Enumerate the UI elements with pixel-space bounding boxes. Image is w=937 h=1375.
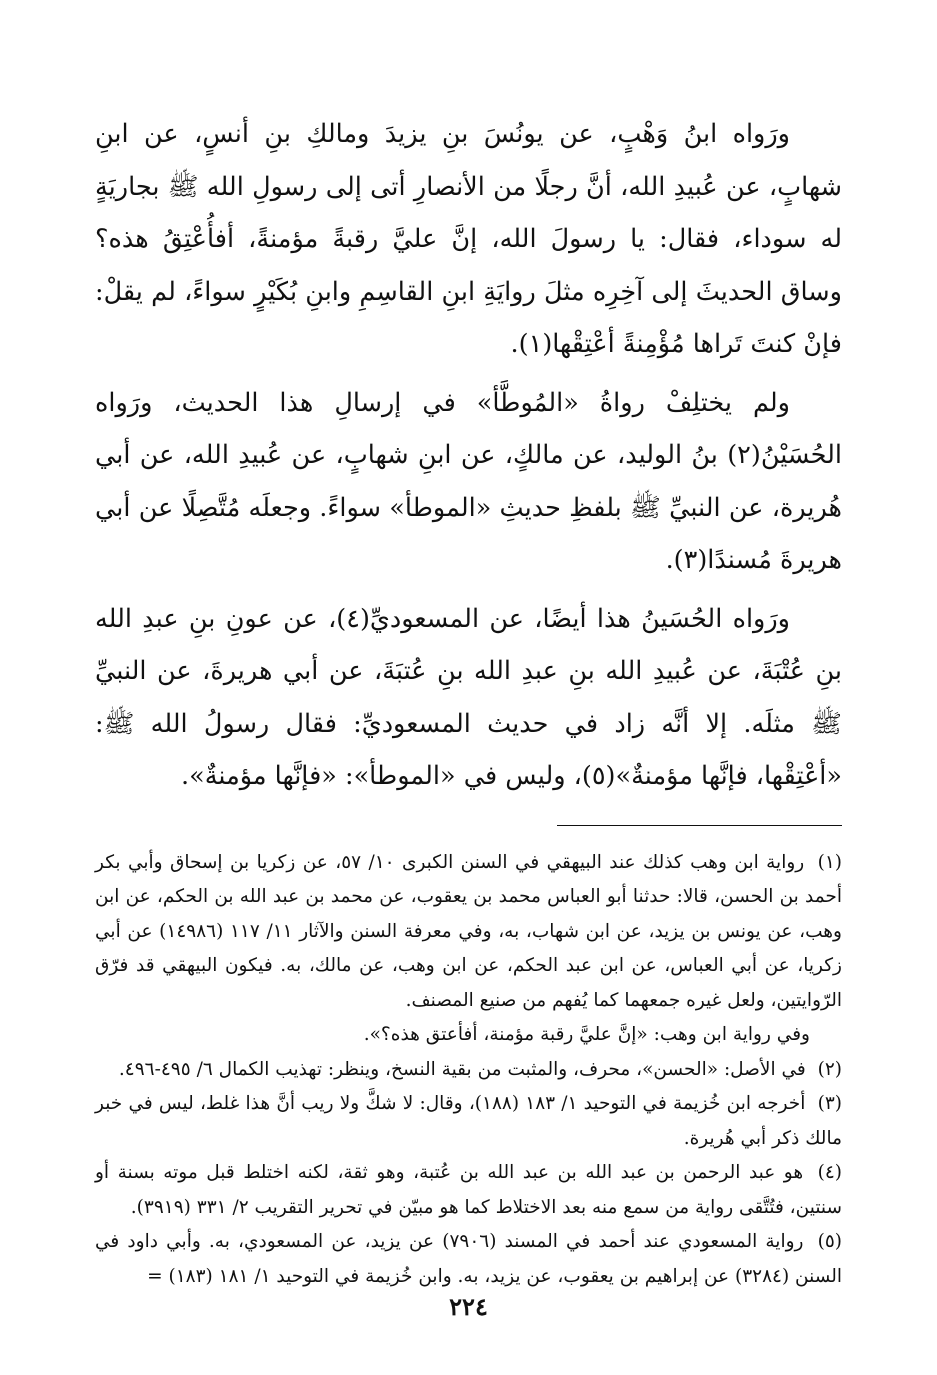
main-paragraph-2: ولم يختلِفْ رواةُ «المُوطَّأ» في إرسالِ هذا الحديث، ورَواه الحُسَيْنُ(٢) بنُ الوليد، عن مالكٍ، عن ابنِ شهابٍ، عن عُبيدِ الله، عن أبي هُريرة، عن النبيِّ ﷺ بلفظِ حديثِ «الموطأ» سواءً. وجعلَه مُتَّصِلًا عن أبي هريرةَ مُسندًا(٣). bbox=[95, 387, 842, 575]
main-text bbox=[95, 108, 842, 803]
footnote-text: هو عبد الرحمن بن عبد الله بن عبد الله بن عُتبة، وهو ثقة، لكنه اختلط قبل موته بسنة أو سنتين، فتُتَّقى رواية من سمع منه بعد الاختلاط كما هو مبيّن في تحرير التقريب ٢/ ٣٣١ (٣٩١٩). bbox=[95, 1162, 842, 1218]
footnote-1 bbox=[95, 846, 842, 1019]
footnote-3 bbox=[95, 1087, 842, 1156]
footnote-separator bbox=[557, 825, 842, 826]
footnote-5 bbox=[95, 1225, 842, 1294]
footnote-1-extra: وفي رواية ابن وهب: «إنَّ عليَّ رقبة مؤمنة، أفأعتق هذه؟». bbox=[363, 1024, 810, 1045]
footnote-text: في الأصل: «الحسن»، محرف، والمثبت من بقية النسخ، وينظر: تهذيب الكمال ٦/ ٤٩٥-٤٩٦. bbox=[118, 1058, 806, 1080]
main-paragraph-1: ورَواه ابنُ وَهْبٍ، عن يونُسَ بنِ يزيدَ ومالكِ بنِ أنسٍ، عن ابنِ شهابٍ، عن عُبيدِ الله، أنَّ رجلًا من الأنصارِ أتى إلى رسولِ الله ﷺ بجاريَةٍ له سوداء، فقال: يا رسولَ الله، إنَّ عليَّ رقبةً مؤمنةً، أفأُعْتِقُ هذه؟ وساق الحديثَ إلى آخِرِه مثلَ روايَةِ ابنِ القاسِمِ وابنِ بُكَيْرٍ سواءً، لم يقلْ: فإنْ كنتَ تَراها مُؤْمِنةً أعْتِقْها(١). bbox=[95, 119, 842, 359]
page-number: ٢٢٤ bbox=[449, 1292, 488, 1321]
main-paragraph-3: ورَواه الحُسَينُ هذا أيضًا، عن المسعوديِّ(٤)، عن عونِ بنِ عبدِ الله بنِ عُتْبَةَ، عن عُبيدِ الله بنِ عبدِ الله بنِ عُتبَةَ، عن أبي هريرةَ، عن النبيِّ ﷺ مثلَه. إلا أنَّه زاد في حديث المسعوديِّ: فقال رسولُ الله ﷺ: «أعْتِقْها، فإنَّها مؤمنةٌ»(٥)، وليس في «الموطأ»: «فإنَّها مؤمنةٌ». bbox=[95, 603, 842, 791]
footnote-4 bbox=[95, 1156, 842, 1225]
footnote-number: (١) bbox=[817, 851, 842, 873]
footnotes bbox=[95, 846, 842, 1295]
footnote-2 bbox=[95, 1053, 842, 1088]
footnote-number: (٤) bbox=[817, 1162, 842, 1183]
footnote-text: أخرجه ابن خُزيمة في التوحيد ١/ ١٨٣ (١٨٨)، وقال: لا شكَّ ولا ريب أنَّ هذا غلط، ليس في خبر مالك ذكر أبي هُريرة. bbox=[95, 1093, 842, 1149]
footnote-text: رواية ابن وهب كذلك عند البيهقي في السنن الكبرى ١٠/ ٥٧، عن زكريا بن إسحاق وأبي بكر أحمد بن الحسن، قالا: حدثنا أبو العباس محمد بن يعقوب، عن محمد بن عبد الله بن الحكم، عن ابن وهب، عن يونس بن يزيد، عن ابن شهاب، به، وفي معرفة السنن والآثار ١١/ ١١٧ (١٤٩٨٦) عن أبي زكريا، عن أبي العباس، عن ابن عبد الحكم، عن ابن وهب، عن مالك، به. فيكون البيهقي قد فرّق الرّوايتين، ولعل غيره جمعهما كما يُفهم من صنيع المصنف. bbox=[95, 851, 842, 1011]
footnote-number: (٣) bbox=[817, 1093, 842, 1114]
footnote-number: (٢) bbox=[817, 1058, 842, 1080]
footnote-number: (٥) bbox=[817, 1231, 842, 1252]
footnote-text: رواية المسعودي عند أحمد في المسند (٧٩٠٦) عن يزيد، عن المسعودي، به. وأبي داود في السنن (٣٢٨٤) عن إبراهيم بن يعقوب، عن يزيد، به. وابن خُزيمة في التوحيد ١/ ١٨١ (١٨٣) = bbox=[95, 1231, 842, 1287]
